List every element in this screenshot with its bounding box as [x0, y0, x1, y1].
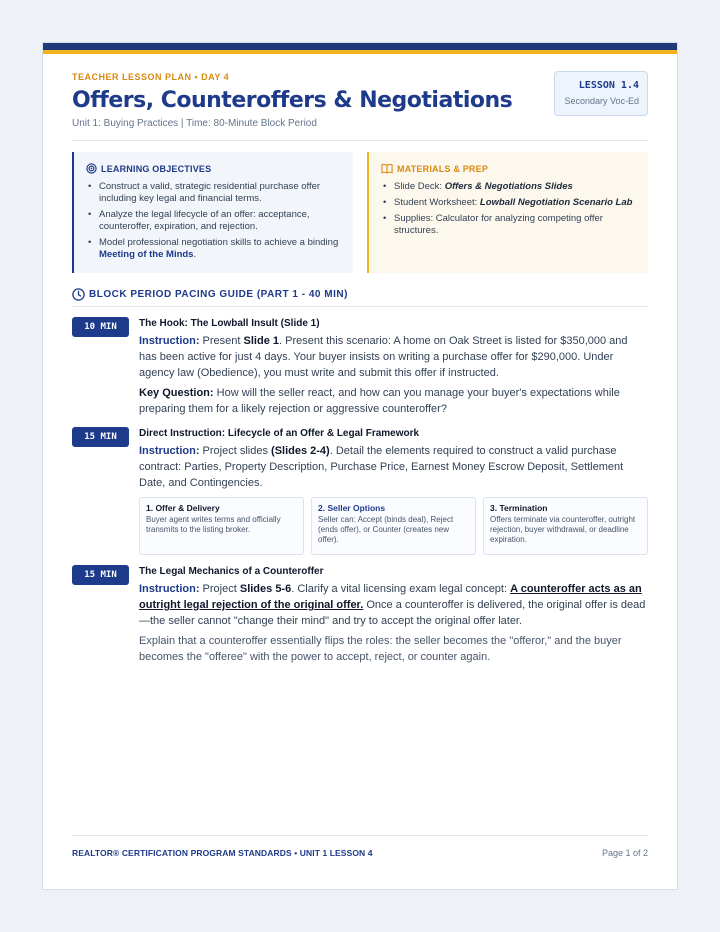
footer-standards: REALTOR® CERTIFICATION PROGRAM STANDARDS • UNIT 1 LESSON 4 [72, 848, 373, 858]
highlight-term: Meeting of the Minds [99, 249, 194, 260]
materials-heading-text: MATERIALS & PREP [397, 163, 489, 174]
lesson-badge [554, 71, 648, 116]
objectives-heading-text: LEARNING OBJECTIVES [101, 163, 212, 174]
time-badge: 15 MIN [72, 427, 129, 447]
block-title: The Hook: The Lowball Insult (Slide 1) [139, 318, 320, 329]
lesson-number: LESSON 1.4 [578, 80, 639, 91]
block-title: The Legal Mechanics of a Counteroffer [139, 566, 324, 577]
lifecycle-card [483, 497, 648, 555]
list-item: • Construct a valid, strategic residential purchase offer including key legal and financial terms. [86, 181, 341, 205]
card-title: 3. Termination [490, 503, 548, 513]
objectives-heading [86, 163, 341, 174]
list-item: • Model professional negotiation skills to achieve a binding Meeting of the Minds. [86, 237, 341, 261]
page-title: Offers, Counteroffers & Negotiations [72, 88, 513, 113]
list-item: • Supplies: Calculator for analyzing competing offer structures. [381, 213, 636, 237]
header-accent-bar [43, 43, 677, 54]
clock-icon [72, 288, 85, 301]
card-text: Buyer agent writes terms and officially transmits to the listing broker. [146, 515, 281, 534]
key-question: Key Question: How will the seller react, and how can you manage your buyer's expectations while preparing them for a likely rejection or aggressive counteroffer? [139, 387, 620, 415]
card-title: 2. Seller Options [318, 503, 386, 513]
materials-list [381, 181, 636, 237]
objectives-panel [72, 152, 353, 273]
instruction-text: Instruction: Project Slides 5-6. Clarify a vital licensing exam legal concept: A counteroffer acts as an outright legal rejection of the original offer. Once a counteroffer is delivered, the original offer is dead—the seller cannot "change their mind" and try to accept the original offer later. [139, 583, 646, 627]
lesson-plan-page [42, 42, 678, 890]
lifecycle-card [139, 497, 304, 555]
divider [72, 140, 648, 141]
card-text: Seller can: Accept (binds deal), Reject (ends offer), or Counter (creates new offer). [318, 515, 454, 544]
list-item: • Analyze the legal lifecycle of an offer: acceptance, counteroffer, expiration, and rejection. [86, 209, 341, 233]
pacing-heading: BLOCK PERIOD PACING GUIDE (PART 1 - 40 MIN) [72, 288, 648, 307]
instruction-text: Instruction: Present Slide 1. Present this scenario: A home on Oak Street is listed for $350,000 and has been active for just 4 days. Your buyer insists on writing a purchase offer for $290,000. Under agency law (Obedience), you must write and submit this offer if instructed. [139, 335, 628, 379]
objectives-list [86, 181, 341, 261]
key-concept: A counteroffer acts as an outright legal rejection of the original offer. [139, 583, 642, 611]
list-item: • Student Worksheet: Lowball Negotiation Scenario Lab [381, 197, 636, 209]
materials-heading [381, 163, 636, 174]
materials-panel [367, 152, 648, 273]
page-footer [72, 835, 648, 858]
document-kicker: TEACHER LESSON PLAN • DAY 4 [72, 72, 230, 82]
book-icon [381, 163, 393, 174]
lifecycle-card [311, 497, 476, 555]
target-icon [86, 163, 97, 174]
pacing-block [72, 317, 648, 417]
pacing-block [72, 565, 648, 665]
time-badge: 10 MIN [72, 317, 129, 337]
page-number: Page 1 of 2 [601, 848, 648, 858]
pacing-block [72, 427, 648, 555]
page-subtitle: Unit 1: Buying Practices | Time: 80-Minute Block Period [72, 118, 317, 129]
lesson-level: Secondary Voc-Ed [564, 96, 639, 106]
instruction-text: Instruction: Project slides (Slides 2-4). Detail the elements required to construct a valid purchase contract: Parties, Property Description, Purchase Price, Earnest Money Escrow Deposit, Settlement Date, and Contingencies. [139, 445, 624, 489]
lifecycle-cards [139, 497, 648, 555]
explanation-text: Explain that a counteroffer essentially flips the roles: the seller becomes the "offeror," and the buyer becomes the "offeree" with the power to accept, reject, or counter again. [139, 635, 622, 663]
list-item: • Slide Deck: Offers & Negotiations Slides [381, 181, 636, 193]
block-title: Direct Instruction: Lifecycle of an Offer & Legal Framework [139, 428, 420, 439]
card-title: 1. Offer & Delivery [146, 503, 220, 513]
time-badge: 15 MIN [72, 565, 129, 585]
card-text: Offers terminate via counteroffer, outright rejection, buyer withdrawal, or deadline expiration. [490, 515, 636, 544]
